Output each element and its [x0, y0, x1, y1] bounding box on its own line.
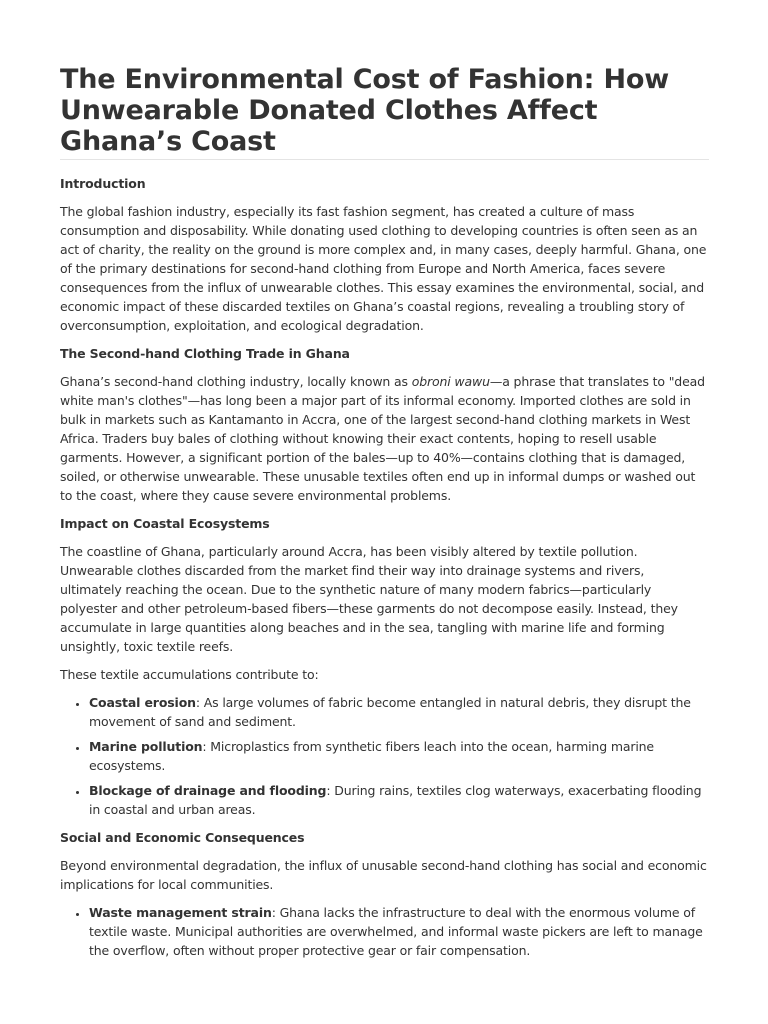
list-item-text: : Ghana lacks the infrastructure to deal with the enormous volume of textile waste. Municipal authorities are overwhelmed, and informal waste pickers are left to manage the overflow, often without proper protective gear or fair compensation. [89, 905, 703, 958]
trade-paragraph-end: —a phrase that translates to "dead white man's clothes"—has long been a major part of its informal economy. Imported clothes are sold in bulk in markets such as Kantamanto in Accra, one of the largest second-hand clothing markets in West Africa. Traders buy bales of clothing without knowing their exact contents, hoping to resell usable garments. However, a significant portion of the bales—up to 40%—contains clothing that is damaged, soiled, or otherwise unwearable. These unusable textiles often end up in informal dumps or washed out to the coast, where they cause severe environmental problems. [60, 374, 705, 503]
list-item-term: Waste management strain [89, 905, 272, 920]
page-title: The Environmental Cost of Fashion: How Unwearable Donated Clothes Affect Ghana’s Coast [60, 64, 669, 157]
list-item [89, 903, 708, 960]
list-item [89, 781, 708, 819]
list-item [89, 737, 708, 775]
list-item-term: Blockage of drainage and flooding [89, 783, 327, 798]
social-paragraph: Beyond environmental degradation, the influx of unusable second-hand clothing has social and economic implications for local communities. [60, 858, 707, 892]
social-consequences-list [60, 903, 708, 960]
coastal-impacts-list [60, 693, 708, 819]
coastal-paragraph: The coastline of Ghana, particularly around Accra, has been visibly altered by textile pollution. Unwearable clothes discarded from the market find their way into drainage systems and rivers, ultimately reaching the ocean. Due to the synthetic nature of many modern fabrics—particularly polyester and other petroleum-based fibers—these garments do not decompose easily. Instead, they accumulate in large quantities along beaches and in the sea, tangling with marine life and forming unsightly, toxic textile reefs. [60, 544, 678, 654]
list-item-term: Coastal erosion [89, 695, 196, 710]
section-heading-coastal: Impact on Coastal Ecosystems [60, 516, 270, 531]
introduction-paragraph: The global fashion industry, especially its fast fashion segment, has created a culture of mass consumption and disposability. While donating used clothing to developing countries is often seen as an act of charity, the reality on the ground is more complex and, in many cases, deeply harmful. Ghana, one of the primary destinations for second-hand clothing from Europe and North America, faces severe consequences from the influx of unwearable clothes. This essay examines the environmental, social, and economic impact of these discarded textiles on Ghana’s coastal regions, revealing a troubling story of overconsumption, exploitation, and ecological degradation. [60, 204, 707, 333]
trade-paragraph [60, 372, 708, 505]
list-item-text: : Microplastics from synthetic fibers leach into the ocean, harming marine ecosystems. [89, 739, 654, 773]
article-body [60, 174, 708, 960]
list-item-text: : As large volumes of fabric become entangled in natural debris, they disrupt the movement of sand and sediment. [89, 695, 691, 729]
obroni-wawu-term: obroni wawu [411, 374, 490, 389]
list-item-term: Marine pollution [89, 739, 203, 754]
title-divider [60, 159, 709, 160]
coastal-list-intro: These textile accumulations contribute to: [60, 667, 319, 682]
section-heading-social: Social and Economic Consequences [60, 830, 305, 845]
section-heading-trade: The Second-hand Clothing Trade in Ghana [60, 346, 350, 361]
trade-paragraph-start: Ghana’s second-hand clothing industry, locally known as [60, 374, 412, 389]
list-item-text: : During rains, textiles clog waterways, exacerbating flooding in coastal and urban areas. [89, 783, 702, 817]
list-item [89, 693, 708, 731]
section-heading-introduction: Introduction [60, 176, 146, 191]
